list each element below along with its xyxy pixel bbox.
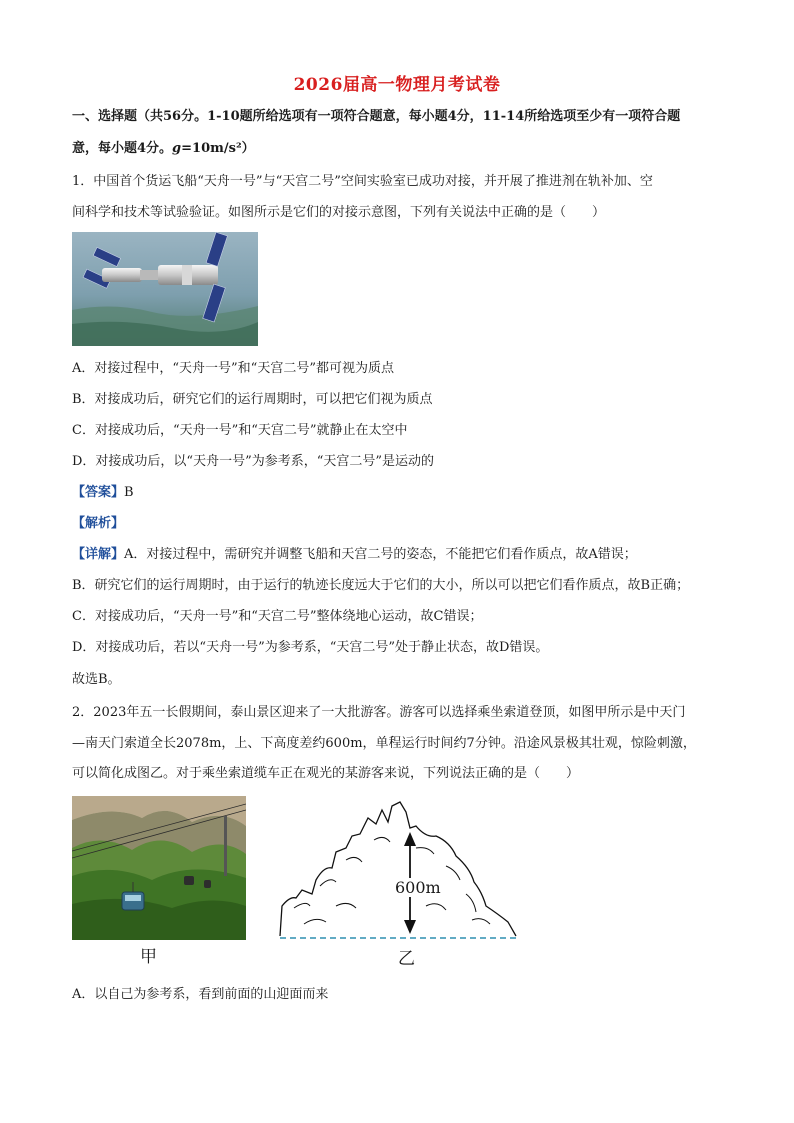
q1-option-c: C．对接成功后，“天舟一号”和“天宫二号”就静止在太空中 [72,423,408,438]
cable-car-photo [72,796,246,940]
gravity-value: =10m/s²） [181,141,255,156]
page-title: 2026届高一物理月考试卷 [293,75,501,95]
q1-detail-line2: B．研究它们的运行周期时，由于运行的轨迹长度远大于它们的大小，所以可以把它们看作质点，故B正确； [72,578,690,593]
q1-option-a: A．对接过程中，“天舟一号”和“天宫二号”都可视为质点 [72,361,394,376]
height-label: 600m [395,878,441,897]
section-header-text: 意，每小题4分。 [72,141,173,156]
mountain-diagram [276,796,520,946]
q1-analysis [72,515,722,533]
caption-yi: 乙 [398,949,415,969]
docking-image [72,232,258,346]
detail-text-a: A．对接过程中，需研究并调整飞船和天宫二号的姿态，不能把它们看作质点，故A错误； [124,547,637,562]
q1-detail-line4: D．对接成功后，若以“天舟一号”为参考系，“天宫二号”处于静止状态，故D错误。 [72,640,549,655]
q1-stem-line2: 间科学和技术等试验验证。如图所示是它们的对接示意图，下列有关说法中正确的是（ ） [72,205,606,220]
q1-stem-line1: 1．中国首个货运飞船“天舟一号”与“天宫二号”空间实验室已成功对接，并开展了推进剂在轨补加、空 [72,174,653,189]
q2-stem-line2: —南天门索道全长2078m，上、下高度差约600m，单程运行时间约7分钟。沿途风景极其壮观，惊险刺激， [72,736,696,751]
q2-option-a: A．以自己为参考系，看到前面的山迎面而来 [72,987,329,1002]
gravity-symbol: g [172,141,182,156]
answer-value: B [124,485,134,500]
q1-detail-line3: C．对接成功后，“天舟一号”和“天宫二号”整体绕地心运动，故C错误； [72,609,483,624]
q2-stem-line3: 可以简化成图乙。对于乘坐索道缆车正在观光的某游客来说，下列说法正确的是（ ） [72,766,580,781]
q1-answer [72,484,722,502]
section-header-line2 [72,140,722,158]
q1-conclusion: 故选B。 [72,672,121,687]
q1-option-d: D．对接成功后，以“天舟一号”为参考系，“天宫二号”是运动的 [72,454,435,469]
q1-detail-line1 [72,546,722,564]
answer-label: 【答案】 [72,485,125,500]
q1-option-b: B．对接成功后，研究它们的运行周期时，可以把它们视为质点 [72,392,433,407]
detail-label: 【详解】 [72,547,125,562]
analysis-label: 【解析】 [72,516,125,531]
section-header-line1: 一、选择题（共56分。1-10题所给选项有一项符合题意，每小题4分，11-14所给选项至少有一项符合题 [72,109,681,124]
caption-jia: 甲 [140,947,157,967]
q2-stem-line1: 2．2023年五一长假期间，泰山景区迎来了一大批游客。游客可以选择乘坐索道登顶，如图甲所示是中天门 [72,705,686,720]
